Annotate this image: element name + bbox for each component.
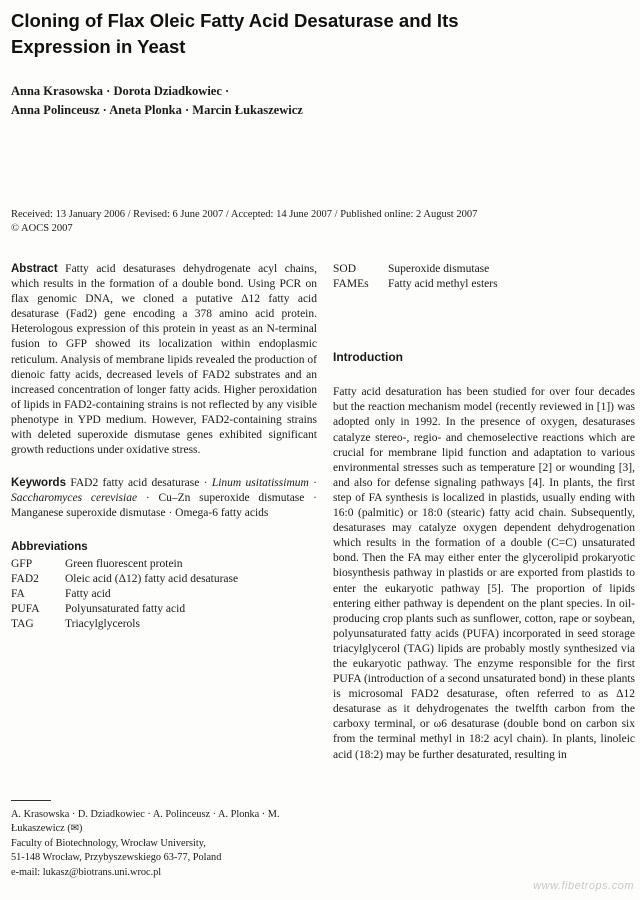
affiliation-names [11, 808, 317, 837]
keywords-part-1: FAD2 fatty acid desaturase · [70, 477, 212, 490]
abbreviation-key: TAG [11, 617, 34, 630]
abbreviation-value: Green fluorescent protein [65, 557, 183, 570]
authors-line-1: Anna Krasowska · Dorota Dziadkowiec · [11, 84, 230, 98]
footnote-divider [11, 800, 51, 801]
abbreviation-row [11, 557, 317, 572]
keyword-saccharomyces: Saccharomyces cerevisiae [11, 492, 138, 505]
abbreviation-key: FA [11, 587, 25, 600]
abbreviation-value: Superoxide dismutase [388, 263, 490, 275]
abbreviation-key: FAMEs [333, 278, 369, 291]
keywords-label: Keywords [11, 477, 66, 490]
keywords-part-2: · Cu–Zn superoxide dismutase · Manganese superoxide dismutase · Omega-6 fatty acids [11, 492, 317, 520]
abbreviation-key: PUFA [11, 602, 40, 615]
abbreviation-row [333, 277, 635, 292]
introduction-text: Fatty acid desaturation has been studied for over four decades but the reaction mechanism model (recently reviewed in [1]) was adopted only in 1992. In the presence of oxygen, desaturases catalyze stereo-, regio- and chemoselective reactions which are crucial for membrane lipid function and adaptation to various environmental stresses such as temperature [2] or wounding [3], and also for defense signaling pathways [4]. In plants, the first step of FA synthesis is localized in plastids, usually ending with 16:0 (palmitic) or 18:0 (stearic) fatty acid chain. Subsequently, desaturases may catalyze oxygen dependent dehydrogenation which results in the formation of a double (C=C) unsaturated bond. Then the FA may either enter the glycerolipid prokaryotic biosynthesis pathway in plastids or are exported from plastids to enter the eukaryotic pathway [5]. The proportion of lipids entering either pathway is dependent on the plant species. In oil-producing crop plants such as sunflower, cotton, rape or soybean, polyunsaturated fatty acids (PUFA) incorporated in seed storage triacylglycerol (TAG) lipids are probably mostly synthesized via the eukaryotic pathway. The enzyme responsible for the first PUFA (introduction of a second unsaturated bond) in these plants is microsomal FAD2 desaturase, often referred to as Δ12 desaturase as it dehydrogenates the twelfth carbon from the carboxy terminal, or ω6 desaturase (double bond on carbon six from the terminal methyl in 18:2 acyl chain). In plants, linoleic acid (18:2) may be further desaturated, resulting in [333, 386, 635, 761]
abbreviation-key: GFP [11, 557, 33, 570]
abbreviation-value: Polyunsaturated fatty acid [65, 602, 186, 615]
authors-line-2: Anna Polinceusz · Aneta Plonka · Marcin Łukaszewicz [11, 103, 303, 117]
watermark: www.fibetrops.com [533, 880, 634, 892]
abbreviation-value: Fatty acid [65, 587, 111, 600]
keywords [11, 476, 317, 521]
abbreviation-value: Oleic acid (Δ12) fatty acid desaturase [65, 572, 239, 585]
abbreviation-row [11, 602, 317, 617]
abbreviation-row [11, 587, 317, 602]
abbreviation-key: FAD2 [11, 572, 39, 585]
copyright-line: © AOCS 2007 [11, 223, 73, 234]
abstract-text: Fatty acid desaturases dehydrogenate acyl chains, which results in the formation of a double bond. Using PCR on flax genomic DNA, we cloned a putative Δ12 fatty acid desaturase (Fad2) gene encoding a 378 amino acid protein. Heterologous expression of this protein in yeast as an N-terminal fusion to GFP showed its localization within endoplasmic reticulum. Analysis of membrane lipids revealed the production of dienoic fatty acids, decreased levels of FAD2 substrates and an increased concentration of longer fatty acids. Higher peroxidation of lipids in FAD2-containing strains is not reflected by any visible phenotype in YPD medium. However, FAD2-containing strains with deleted superoxide dismutase genes exhibited significant growth reductions under oxidative stress. [11, 263, 317, 457]
left-column [11, 262, 317, 632]
date-line: Received: 13 January 2006 / Revised: 6 June 2007 / Accepted: 14 June 2007 / Published online: 2 August 2007 [11, 209, 478, 220]
affiliation-names-text: A. Krasowska · D. Dziadkowiec · A. Polinceusz · A. Plonka · M. Łukaszewicz [11, 809, 280, 835]
abbreviations-list [11, 557, 317, 632]
paper-title: Cloning of Flax Oleic Fatty Acid Desaturase and Its Expression in Yeast [11, 10, 459, 57]
affiliation-email: e-mail: lukasz@biotrans.uni.wroc.pl [11, 866, 162, 878]
abbreviation-row [11, 572, 317, 587]
affiliation-line-1: Faculty of Biotechnology, Wrocław University, [11, 837, 206, 849]
abbreviation-row [11, 617, 317, 632]
abbreviation-value: Triacylglycerols [65, 617, 140, 630]
affiliation-line-2: 51-148 Wrocław, Przybyszewskiego 63-77, Poland [11, 852, 222, 864]
abbreviation-row [333, 262, 635, 277]
abbreviations-heading: Abbreviations [11, 540, 88, 553]
abbreviation-key: SOD [333, 263, 357, 275]
abstract-label: Abstract [11, 263, 58, 275]
publication-history [11, 208, 477, 236]
abstract [11, 262, 317, 458]
author-list [11, 82, 303, 120]
keywords-separator: · [308, 477, 317, 490]
author-affiliation [11, 808, 317, 880]
abbreviation-value: Fatty acid methyl esters [388, 278, 498, 291]
envelope-icon: (✉) [67, 823, 83, 835]
keyword-linum: Linum usitatissimum [211, 477, 309, 490]
introduction-heading: Introduction [333, 350, 403, 365]
right-column [333, 262, 635, 763]
